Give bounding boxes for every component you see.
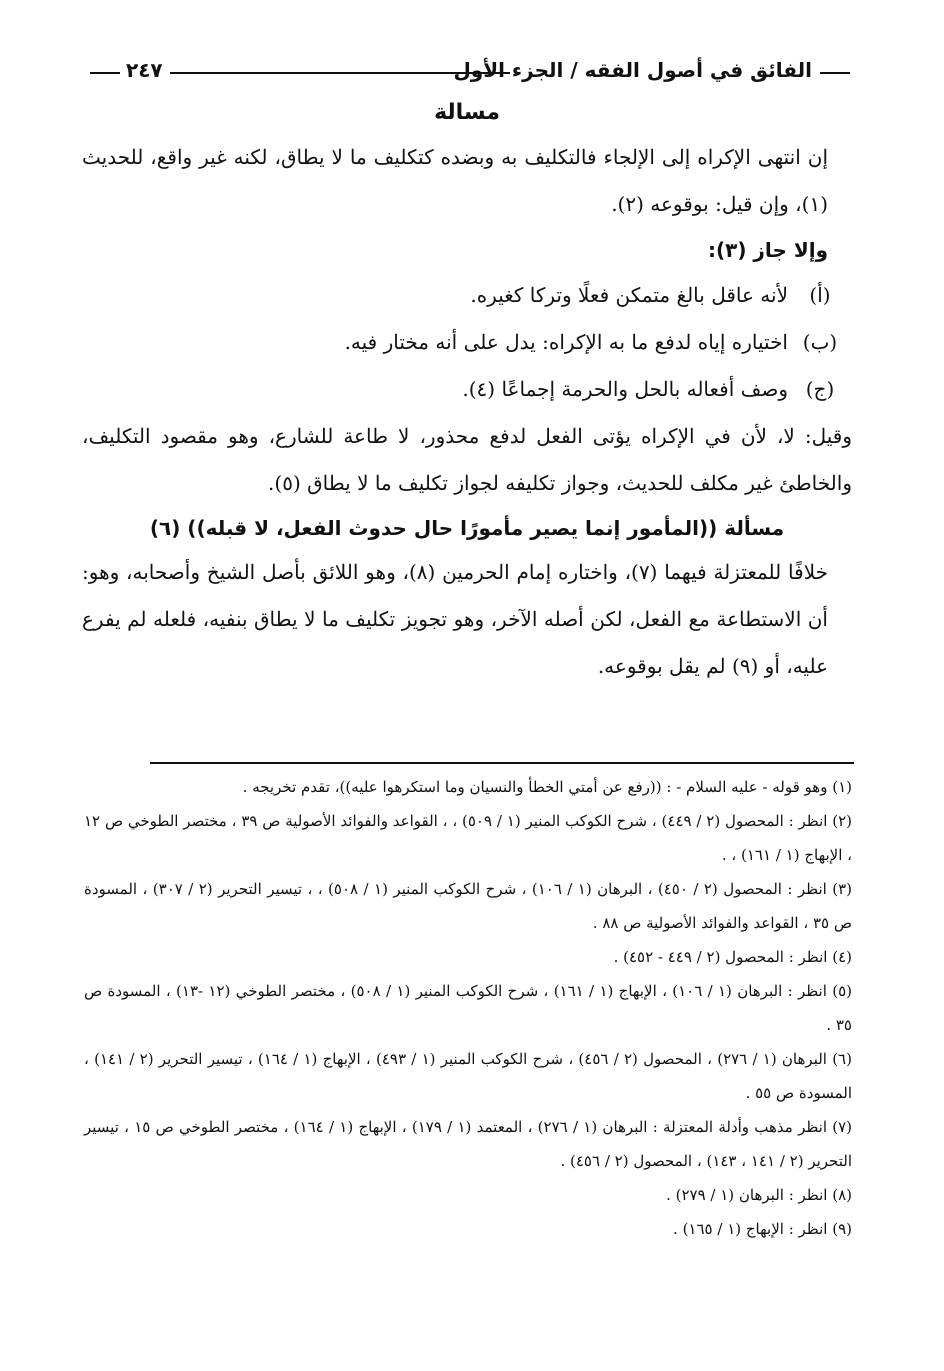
footnote-separator	[150, 762, 854, 764]
header-rule	[170, 72, 510, 74]
header-lead-dash	[820, 72, 850, 74]
footnotes	[84, 770, 852, 1246]
section-heading-2: مسألة ((المأمور إنما يصير مأمورًا حال حدوث الفعل، لا قبله)) (٦)	[149, 516, 785, 540]
running-header	[90, 52, 850, 92]
list-item	[82, 319, 852, 366]
list-item-letter: (أ)	[809, 283, 831, 307]
list-item	[82, 272, 852, 319]
list-item-text: وصف أفعاله بالحل والحرمة إجماعًا (٤).	[462, 377, 788, 401]
main-text	[82, 92, 852, 690]
page-number: ٢٤٧	[126, 58, 163, 82]
section-heading-1: مسالة	[434, 100, 500, 125]
footnote: (٢) انظر : المحصول (٢ / ٤٤٩) ، شرح الكوكب المنير (١ / ٥٠٩) ، ، القواعد والفوائد الأصولية ص ٣٩ ، مختصر الطوخي ص ١٢ ، الإبهاج (١ / ١٦١) ، .	[84, 812, 853, 864]
wa-illa-line: وإلا جاز (٣):	[707, 238, 828, 262]
list-item	[82, 366, 852, 413]
footnote: (٩) انظر : الإبهاج (١ / ١٦٥) .	[673, 1220, 852, 1238]
footnote: (٣) انظر : المحصول (٢ / ٤٥٠) ، البرهان (١ / ١٠٦) ، شرح الكوكب المنير (١ / ٥٠٨) ، ، تيسير التحرير (٢ / ٣٠٧) ، المسودة ص ٣٥ ، القواعد والفوائد الأصولية ص ٨٨ .	[84, 880, 852, 932]
footnote: (٥) انظر : البرهان (١ / ١٠٦) ، الإبهاج (١ / ١٦١) ، شرح الكوكب المنير (١ / ٥٠٨) ، مختصر الطوخي (١٢ -١٣) ، المسودة ص ٣٥ .	[84, 982, 852, 1034]
list-item-letter: (ب)	[802, 330, 838, 354]
list-item-text: لأنه عاقل بالغ متمكن فعلًا وتركا كغيره.	[470, 283, 788, 307]
header-title: الفائق في أصول الفقه / الجزء الأول	[453, 58, 812, 82]
list-item-text: اختياره إياه لدفع ما به الإكراه: يدل على أنه مختار فيه.	[344, 330, 788, 354]
footnote: (٨) انظر : البرهان (١ / ٢٧٩) .	[666, 1186, 852, 1204]
paragraph-3: خلافًا للمعتزلة فيهما (٧)، واختاره إمام الحرمين (٨)، وهو اللائق بأصل الشيخ وأصحابه، وهو: أن الاستطاعة مع الفعل، لكن أصله الآخر، وهو تجويز تكليف ما لا يطاق بنفيه، فلعله لم يفرع عليه، أو (٩) لم يقل بوقوعه.	[82, 560, 829, 678]
footnote: (٦) البرهان (١ / ٢٧٦) ، المحصول (٢ / ٤٥٦) ، شرح الكوكب المنير (١ / ٤٩٣) ، الإبهاج (١ / ١٦٤) ، تيسير التحرير (٢ / ١٤١) ، المسودة ص ٥٥ .	[84, 1050, 852, 1102]
footnote: (٧) انظر مذهب وأدلة المعتزلة : البرهان (١ / ٢٧٦) ، المعتمد (١ / ١٧٩) ، الإبهاج (١ / ١٦٤) ، مختصر الطوخي ص ١٥ ، تيسير التحرير (٢ / ١٤١ ، ١٤٣) ، المحصول (٢ / ٤٥٦) .	[84, 1118, 853, 1170]
list-item-letter: (ج)	[805, 377, 835, 401]
paragraph-2: وقيل: لا، لأن في الإكراه يؤتى الفعل لدفع محذور، لا طاعة للشارع، وهو مقصود التكليف، والخاطئ غير مكلف للحديث، وجواز تكليفه لجواز تكليف ما لا يطاق (٥).	[82, 424, 852, 495]
paragraph-1: إن انتهى الإكراه إلى الإلجاء فالتكليف به وبضده كتكليف ما لا يطاق، لكنه غير واقع، للحديث (١)، وإن قيل: بوقوعه (٢).	[82, 145, 828, 216]
header-tail-dash	[90, 72, 120, 74]
footnote: (٤) انظر : المحصول (٢ / ٤٤٩ - ٤٥٢) .	[613, 948, 852, 966]
footnote: (١) وهو قوله - عليه السلام - : ((رفع عن أمتي الخطأ والنسيان وما استكرهوا عليه))، تقدم تخريجه .	[242, 778, 852, 796]
